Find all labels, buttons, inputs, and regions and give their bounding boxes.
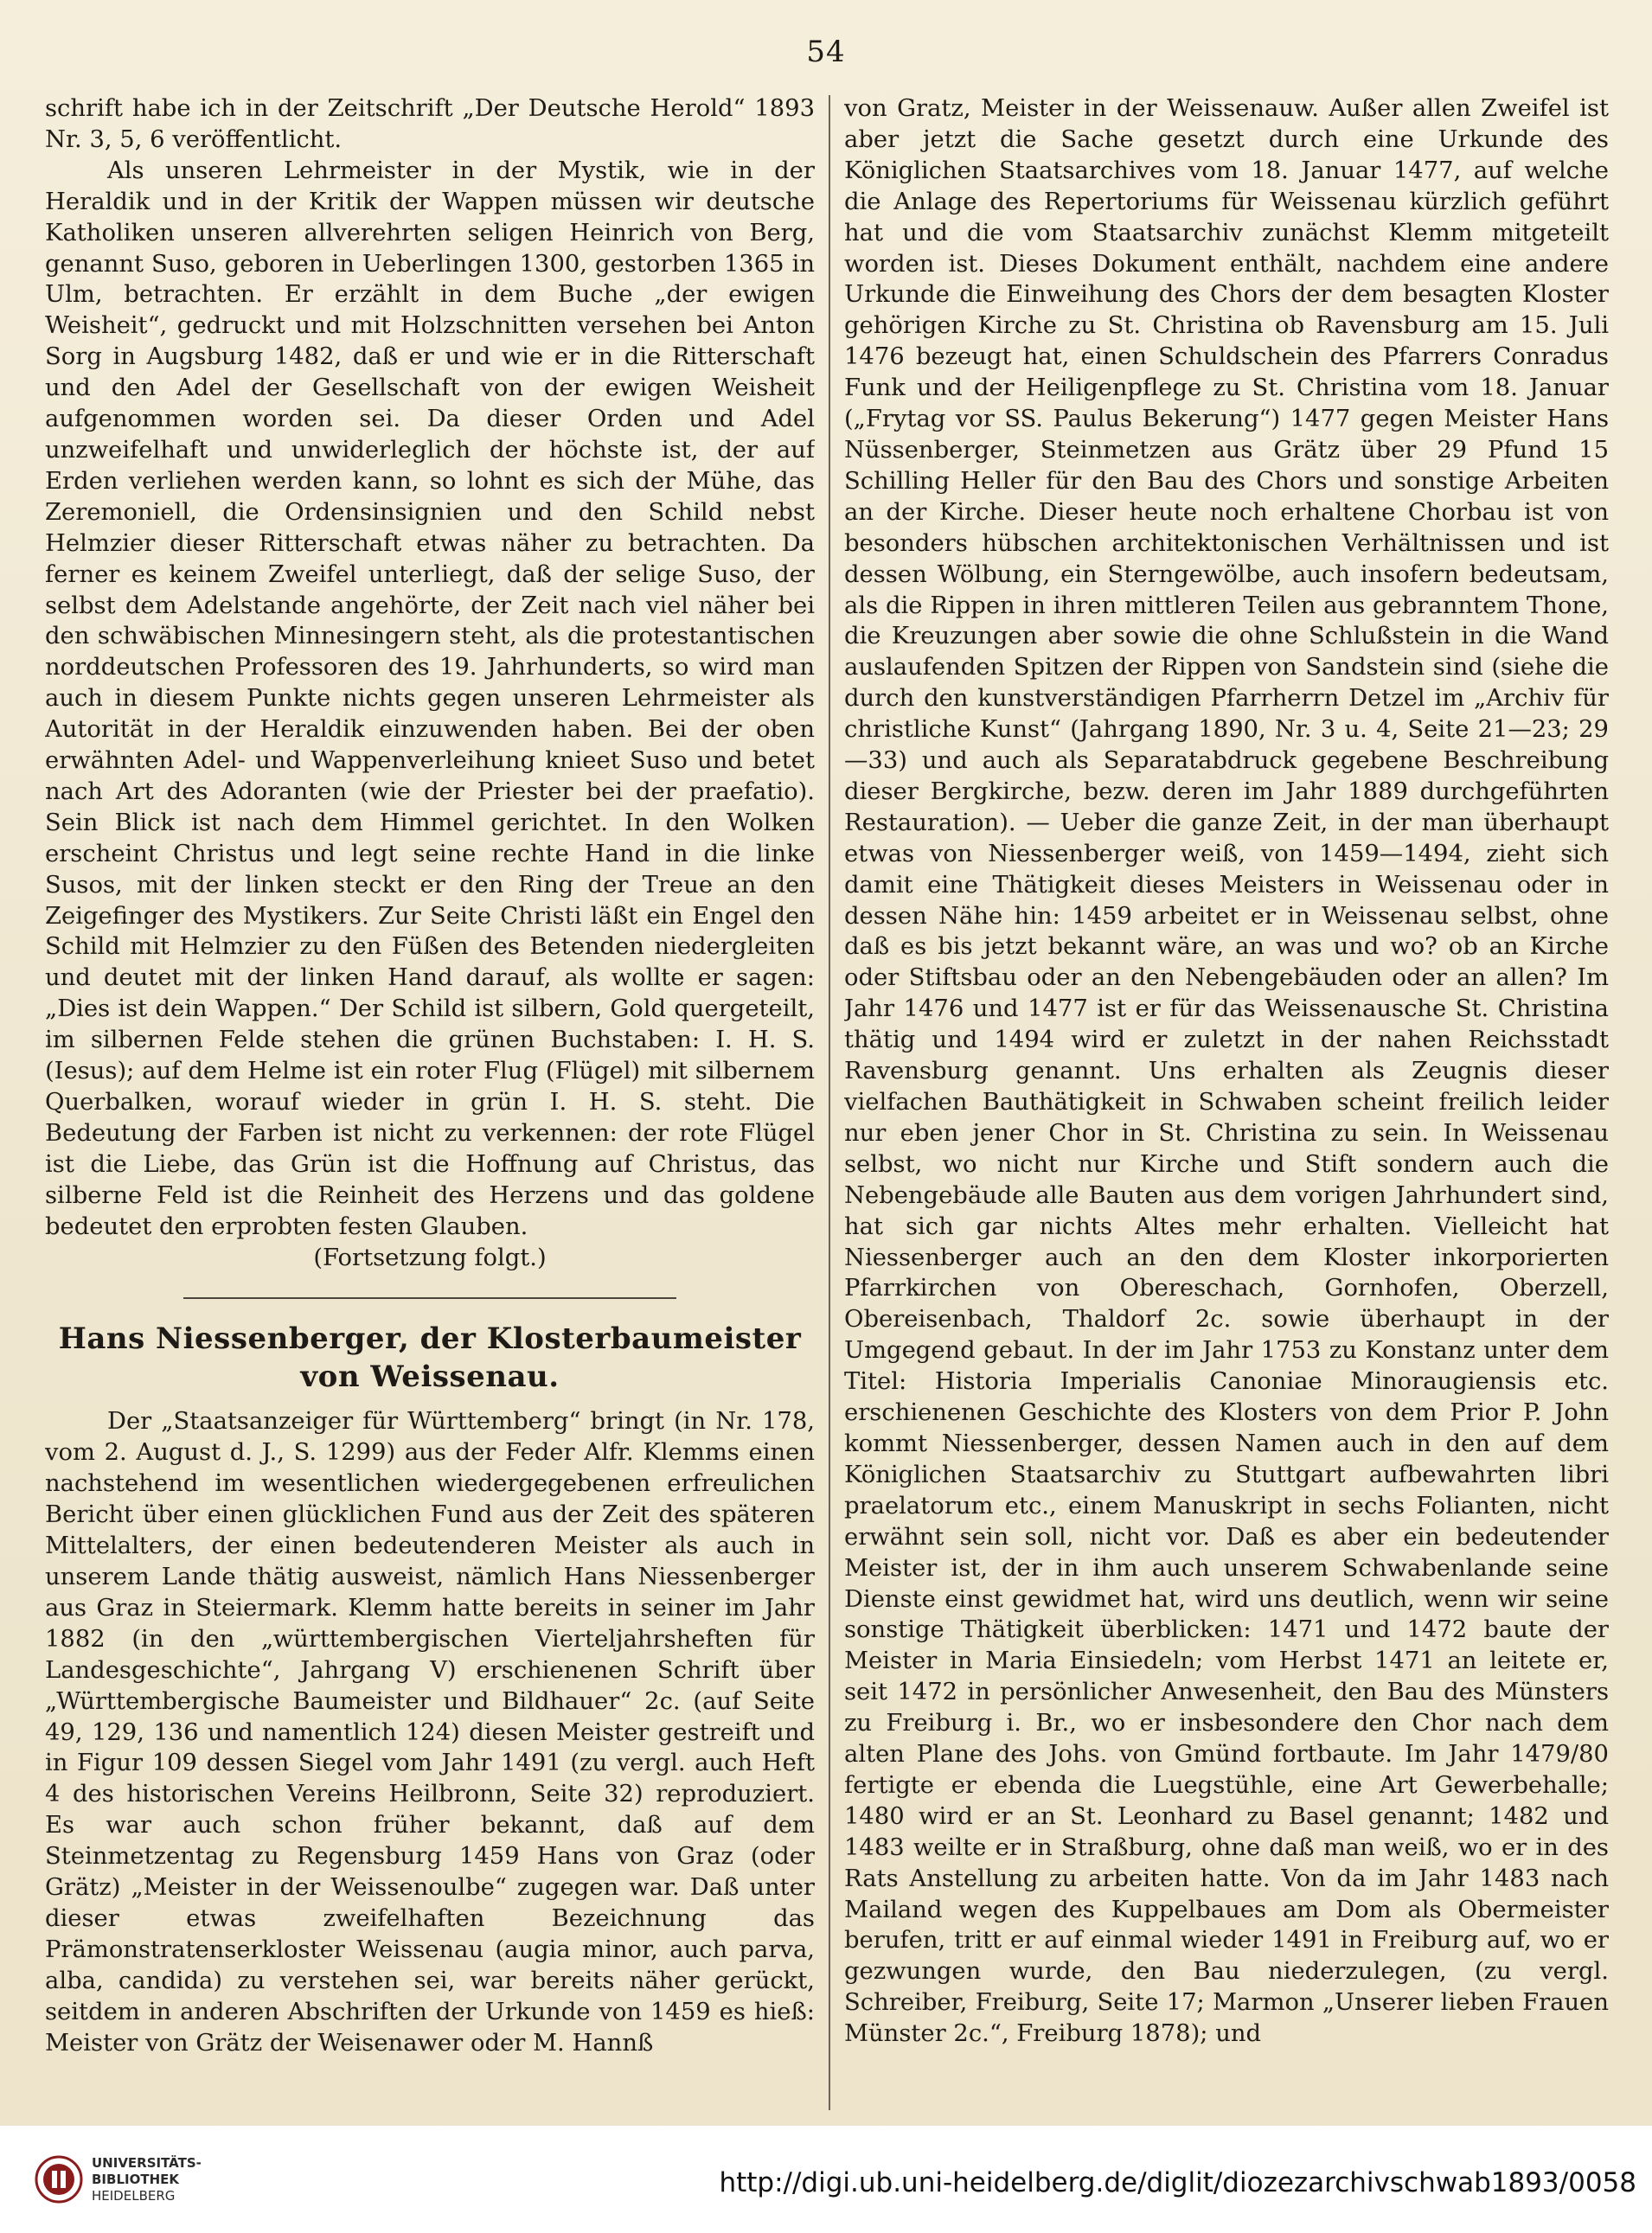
page-number: 54 <box>806 35 846 69</box>
column-divider <box>829 95 830 2110</box>
paragraph: Der „Staatsanzeiger für Württemberg“ bringt (in Nr. 178, vom 2. August d. J., S. 1299) aus der Feder Alfr. Klemms einen nachstehend im wesentlichen wiedergegebenen erfreulichen Bericht über einen glücklichen Fund aus der Zeit des späteren Mittelalters, der einen bedeutenderen Meister als auch in unserem Lande thätig ausweist, nämlich Hans Niessenberger aus Graz in Steiermark. Klemm hatte bereits in seiner im Jahr 1882 (in den „württembergischen Vierteljahrsheften für Landesgeschichte“, Jahrgang V) erschienenen Schrift über „Württembergische Baumeister und Bildhauer“ 2c. (auf Seite 49, 129, 136 und namentlich 124) diesen Meister gestreift und in Figur 109 dessen Siegel vom Jahr 1491 (zu vergl. auch Heft 4 des historischen Vereins Heilbronn, Seite 32) reproduziert. Es war auch schon früher bekannt, daß auf dem Steinmetzentag zu Regensburg 1459 Hans von Graz (oder Grätz) „Meister in der Weissenoulbe“ zugegen war. Daß unter dieser etwas zweifelhaften Bezeichnung das Prämonstratenserkloster Weissenau (augia minor, auch parva, alba, candida) zu verstehen sei, war bereits näher gerückt, seitdem in anderen Abschriften der Urkunde von 1459 es hieß: Meister von Grätz der Weisenawer oder M. Hannß <box>45 1408 815 2057</box>
logo-line: UNIVERSITÄTS- <box>92 2155 202 2171</box>
paragraph: von Gratz, Meister in der Weissenauw. Außer allen Zweifel ist aber jetzt die Sache gesetzt durch eine Urkunde des Königlichen Staatsarchives vom 18. Januar 1477, auf welche die Anlage des Repertoriums für Weissenau kürzlich geführt hat und die vom Staatsarchiv zunächst Klemm mitgeteilt worden ist. Dieses Dokument enthält, nachdem eine andere Urkunde die Einweihung des Chors der dem besagten Kloster gehörigen Kirche zu St. Christina ob Ravensburg am 15. Juli 1476 bezeugt hat, einen Schuldschein des Pfarrers Conradus Funk und der Heiligenpflege zu St. Christina vom 18. Januar („Frytag vor SS. Paulus Bekerung“) 1477 gegen Meister Hans Nüssenberger, Steinmetzen aus Grätz über 29 Pfund 15 Schilling Heller für den Bau des Chors und sonstige Arbeiten an der Kirche. Dieser heute noch erhaltene Chorbau ist von besonders hübschen architektonischen Verhältnissen und ist dessen Wölbung, ein Sterngewölbe, auch insofern bedeutsam, als die Rippen in ihren mittleren Teilen aus gebranntem Thone, die Kreuzungen aber sowie die ohne Schlußstein in die Wand auslaufenden Spitzen der Rippen von Sandstein sind (siehe die durch den kunstverständigen Pfarrherrn Detzel im „Archiv für christliche Kunst“ (Jahrgang 1890, Nr. 3 u. 4, Seite 21—23; 29—33) und auch als Separatabdruck gegebene Beschreibung dieser Bergkirche, bezw. deren im Jahr 1889 durchgeführten Restauration). — Ueber die ganze Zeit, in der man überhaupt etwas von Niessenberger weiß, von 1459—1494, zieht sich damit eine Thätigkeit dieses Meisters in Weissenau oder in dessen Nähe hin: 1459 arbeitet er in Weissenau selbst, ohne daß es bis jetzt bekannt wäre, an was und wo? ob an Kirche oder Stiftsbau oder an den Nebengebäuden oder an allen? Im Jahr 1476 und 1477 ist er für das Weissenausche St. Christina thätig und 1494 wird er zuletzt in der nahen Reichsstadt Ravensburg genannt. Uns erhalten als Zeugnis dieser vielfachen Bauthätigkeit in Schwaben scheint freilich leider nur eben jener Chor in St. Christina zu sein. In Weissenau selbst, wo nicht nur Kirche und Stift sondern auch die Nebengebäude alle Bauten aus dem vorigen Jahrhundert sind, hat sich gar nichts Altes mehr erhalten. Vielleicht hat Niessenberger auch an den dem Kloster inkorporierten Pfarrkirchen von Obereschach, Gornhofen, Oberzell, Obereisenbach, Thaldorf 2c. sowie überhaupt in der Umgegend gebaut. In der im Jahr 1753 zu Konstanz unter dem Titel: Historia Imperialis Canoniae Minoraugiensis etc. erschienenen Geschichte des Klosters von dem Prior P. John kommt Niessenberger, dessen Namen auch in den auf dem Königlichen Staatsarchiv zu Stuttgart aufbewahrten libri praelatorum etc., einem Manuskript in sechs Folianten, nicht erwähnt sein soll, nicht vor. Daß es aber ein bedeutender Meister ist, der in ihm auch unserem Schwabenlande seine Dienste einst gewidmet hat, wird uns deutlich, wenn wir seine sonstige Thätigkeit überblicken: 1471 und 1472 baute der Meister in Maria Einsiedeln; vom Herbst 1471 an leitete er, seit 1472 in persönlicher Anwesenheit, den Bau des Münsters zu Freiburg i. Br., wo er insbesondere den Chor nach dem alten Plane des Johs. von Gmünd fortbaute. Im Jahr 1479/80 fertigte er ebenda die Luegstühle, eine Art Gewerbehalle; 1480 wird er an St. Leonhard zu Basel genannt; 1482 und 1483 weilte er in Straßburg, ohne daß man weiß, wo er in des Rats Anstellung zu arbeiten hatte. Von da im Jahr 1483 nach Mailand wegen des Kuppelbaues am Dom als Obermeister berufen, tritt er auf einmal wieder 1491 in Freiburg auf, wo er gezwungen wurde, den Bau niederzulegen, (zu vergl. Schreiber, Freiburg, Seite 17; Marmon „Unserer lieben Frauen Münster 2c.“, Freiburg 1878); und <box>844 95 1609 2048</box>
library-logo-text <box>92 2155 202 2204</box>
paragraph: schrift habe ich in der Zeitschrift „Der Deutsche Herold“ 1893 Nr. 3, 5, 6 veröffentlicht. <box>45 95 815 153</box>
right-column <box>844 93 1609 2112</box>
library-logo <box>35 2152 208 2211</box>
article-title: Hans Niessenberger, der Klosterbaumeister von Weissenau. <box>58 1321 802 1395</box>
continuation-note: (Fortsetzung folgt.) <box>313 1244 547 1271</box>
logo-line: BIBLIOTHEK <box>92 2172 179 2187</box>
source-url[interactable]: http://digi.ub.uni-heidelberg.de/diglit/diozezarchivschwab1893/0058 <box>719 2167 1636 2198</box>
university-seal-icon <box>35 2155 83 2204</box>
left-column <box>45 93 815 2112</box>
logo-line: HEIDELBERG <box>92 2188 176 2204</box>
article-divider <box>183 1297 676 1299</box>
library-footer <box>0 2126 1652 2233</box>
paragraph: Als unseren Lehrmeister in der Mystik, wie in der Heraldik und in der Kritik der Wappen müssen wir deutsche Katholiken unseren allverehrten seligen Heinrich von Berg, genannt Suso, geboren in Ueberlingen 1300, gestorben 1365 in Ulm, betrachten. Er erzählt in dem Buche „der ewigen Weisheit“, gedruckt und mit Holzschnitten versehen bei Anton Sorg in Augsburg 1482, daß er und wie er in die Ritterschaft und den Adel der Gesellschaft von der ewigen Weisheit aufgenommen worden sei. Da dieser Orden und Adel unzweifelhaft und unwiderleglich der höchste ist, der auf Erden verliehen werden kann, so lohnt es sich der Mühe, das Zeremoniell, die Ordensinsignien und den Schild nebst Helmzier dieser Ritterschaft etwas näher zu betrachten. Da ferner es keinem Zweifel unterliegt, daß der selige Suso, der selbst dem Adelstande angehörte, der Zeit nach viel näher bei den schwäbischen Minnesingern steht, als die protestantischen norddeutschen Professoren des 19. Jahrhunderts, so wird man auch in diesem Punkte nichts gegen unseren Lehrmeister als Autorität in der Heraldik einzuwenden haben. Bei der oben erwähnten Adel- und Wappenverleihung knieet Suso und betet nach Art des Adoranten (wie der Priester bei der praefatio). Sein Blick ist nach dem Himmel gerichtet. In den Wolken erscheint Christus und legt seine rechte Hand in die linke Susos, mit der linken steckt er den Ring der Treue an den Zeigefinger des Mystikers. Zur Seite Christi läßt ein Engel den Schild mit Helmzier zu den Füßen des Betenden niedergleiten und deutet mit der linken Hand darauf, als wollte er sagen: „Dies ist dein Wappen.“ Der Schild ist silbern, Gold quergeteilt, im silbernen Felde stehen die grünen Buchstaben: I. H. S. (Iesus); auf dem Helme ist ein roter Flug (Flügel) mit silbernem Querbalken, worauf wieder in grün I. H. S. steht. Die Bedeutung der Farben ist nicht zu verkennen: der rote Flügel ist die Liebe, das Grün ist die Hoffnung auf Christus, das silberne Feld ist die Reinheit des Herzens und das goldene bedeutet den erprobten festen Glauben. <box>45 157 815 1240</box>
